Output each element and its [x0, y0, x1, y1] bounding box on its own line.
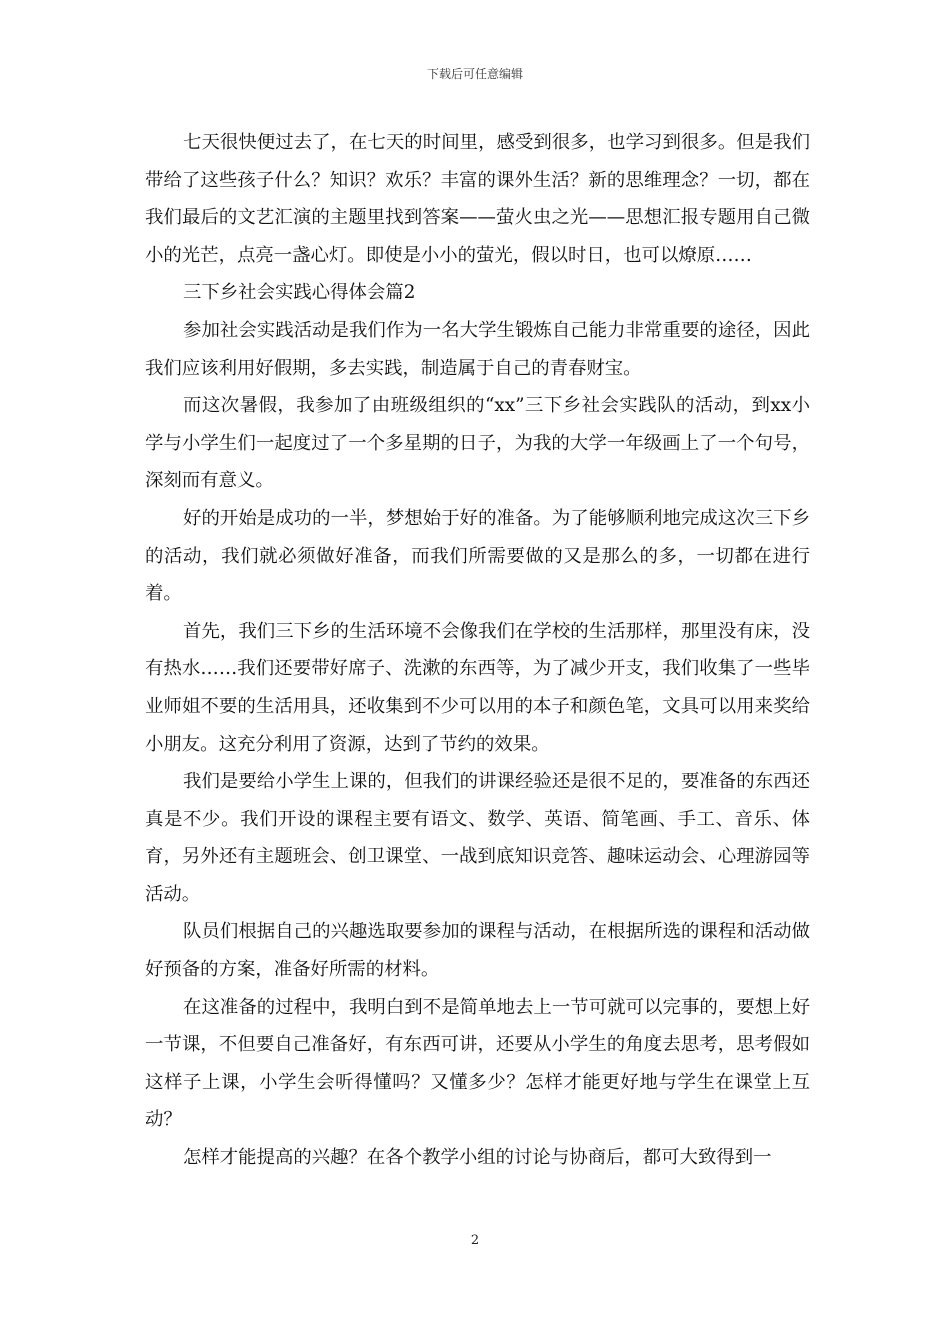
paragraph: 参加社会实践活动是我们作为一名大学生锻炼自己能力非常重要的途径，因此我们应该利用好假期，多去实践，制造属于自己的青春财宝。	[145, 319, 810, 379]
page-header-note: 下载后可任意编辑	[426, 67, 523, 81]
paragraph: 七天很快便过去了，在七天的时间里，感受到很多，也学习到很多。但是我们带给了这些孩子什么？知识？欢乐？丰富的课外生活？新的思维理念？一切，都在我们最后的文艺汇演的主题里找到答案——萤火虫之光——思想汇报专题用自己微小的光芒，点亮一盏心灯。即使是小小的萤光，假以时日，也可以燎原……	[145, 132, 810, 266]
paragraph: 首先，我们三下乡的生活环境不会像我们在学校的生活那样，那里没有床，没有热水……我们还要带好席子、洗漱的东西等，为了减少开支，我们收集了一些毕业师姐不要的生活用具，还收集到不少可以用的本子和颜色笔，文具可以用来奖给小朋友。这充分利用了资源，达到了节约的效果。	[145, 620, 810, 755]
document-body	[145, 124, 810, 1177]
paragraph: 好的开始是成功的一半，梦想始于好的准备。为了能够顺利地完成这次三下乡的活动，我们就必须做好准备，而我们所需要做的又是那么的多，一切都在进行着。	[145, 507, 810, 605]
section-heading: 三下乡社会实践心得体会篇2	[183, 282, 416, 304]
paragraph: 怎样才能提高的兴趣？在各个教学小组的讨论与协商后，都可大致得到一	[183, 1147, 772, 1169]
page-number: 2	[470, 1233, 480, 1248]
paragraph: 在这准备的过程中，我明白到不是简单地去上一节可就可以完事的，要想上好一节课，不但要自己准备好，有东西可讲，还要从小学生的角度去思考，思考假如这样子上课，小学生会听得懂吗？又懂多少？怎样才能更好地与学生在课堂上互动？	[145, 996, 810, 1131]
paragraph: 而这次暑假，我参加了由班级组织的“xx”三下乡社会实践队的活动，到xx小学与小学生们一起度过了一个多星期的日子，为我的大学一年级画上了一个句号，深刻而有意义。	[145, 395, 810, 492]
paragraph: 队员们根据自己的兴趣选取要参加的课程与活动，在根据所选的课程和活动做好预备的方案，准备好所需的材料。	[145, 921, 810, 981]
paragraph: 我们是要给小学生上课的，但我们的讲课经验还是很不足的，要准备的东西还真是不少。我们开设的课程主要有语文、数学、英语、简笔画、手工、音乐、体育，另外还有主题班会、创卫课堂、一战到底知识竞答、趣味运动会、心理游园等活动。	[145, 771, 810, 905]
